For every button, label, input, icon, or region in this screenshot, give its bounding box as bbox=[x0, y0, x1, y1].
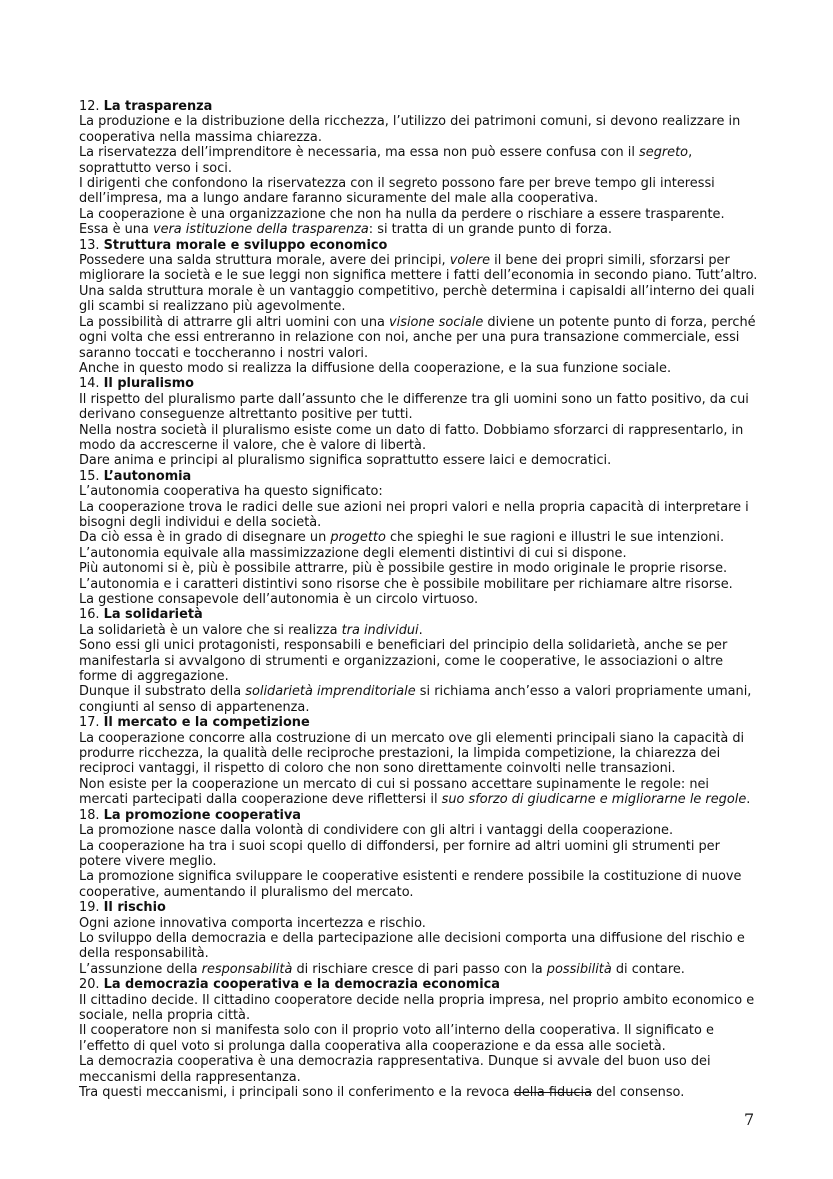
text-run: Dare anima e principi al pluralismo significa soprattutto essere laici e democratici. bbox=[79, 453, 612, 469]
paragraph bbox=[79, 207, 759, 222]
paragraph bbox=[79, 623, 759, 638]
paragraph bbox=[79, 931, 759, 962]
text-run: il bene dei propri simili, sforzarsi per migliorare la società e le sue leggi non significa mettere i fatti dell’economia in secondo piano. Tutt’altro. bbox=[79, 253, 758, 284]
paragraph bbox=[79, 916, 759, 931]
text-run: Lo sviluppo della democrazia e della partecipazione alle decisioni comporta una diffusione del rischio e della responsabilità. bbox=[79, 930, 745, 962]
section-number: 14. bbox=[79, 376, 100, 392]
text-run: Sono essi gli unici protagonisti, responsabili e beneficiari del principio della solidarietà, anche se per manifestarla si avvalgono di strumenti e organizzazioni, come le cooperative, le associazioni o altre forme di aggregazione. bbox=[79, 638, 728, 685]
text-run: di rischiare cresce di pari passo con la bbox=[292, 961, 547, 977]
text-run: : si tratta di un grande punto di forza. bbox=[368, 222, 612, 238]
emphasis-text: tra individui bbox=[341, 622, 419, 638]
text-run: Possedere una salda struttura morale, avere dei principi, bbox=[79, 253, 450, 269]
text-run: . bbox=[746, 792, 751, 808]
paragraph bbox=[79, 823, 759, 838]
text-run: L’autonomia equivale alla massimizzazione degli elementi distintivi di cui si dispone. bbox=[79, 545, 627, 561]
paragraph bbox=[79, 253, 759, 284]
emphasis-text: segreto bbox=[639, 145, 689, 161]
text-run: Tra questi meccanismi, i principali sono il conferimento e la revoca bbox=[79, 1085, 514, 1100]
section-title: La democrazia cooperativa e la democrazia economica bbox=[103, 977, 500, 993]
text-run: La possibilità di attrarre gli altri uomini con una bbox=[79, 314, 390, 330]
text-run: , soprattutto verso i soci. bbox=[79, 145, 693, 176]
text-run: che spieghi le sue ragioni e illustri le sue intenzioni. bbox=[385, 530, 725, 546]
text-run: L’autonomia cooperativa ha questo significato: bbox=[79, 484, 383, 500]
document-body bbox=[79, 99, 759, 1100]
section-number: 12. bbox=[79, 99, 100, 114]
struck-text: della fiducia bbox=[513, 1085, 592, 1100]
paragraph bbox=[79, 114, 759, 145]
section-title: Struttura morale e sviluppo economico bbox=[103, 237, 388, 253]
paragraph bbox=[79, 638, 759, 684]
section-number: 18. bbox=[79, 807, 100, 823]
text-run: La cooperazione trova le radici delle sue azioni nei propri valori e nella propria capacità di interpretare i bisogni degli individui e della società. bbox=[79, 499, 749, 530]
section-heading bbox=[79, 99, 759, 114]
text-run: si richiama anch’esso a valori propriamente umani, congiunti al senso di appartenenza. bbox=[79, 684, 752, 715]
paragraph bbox=[79, 315, 759, 361]
section-number: 17. bbox=[79, 715, 100, 731]
paragraph bbox=[79, 145, 759, 176]
section-number: 20. bbox=[79, 977, 100, 993]
text-run: Dunque il substrato della bbox=[79, 684, 246, 700]
paragraph bbox=[79, 546, 759, 561]
section-number: 19. bbox=[79, 900, 100, 916]
text-run: La promozione significa sviluppare le cooperative esistenti e rendere possibile la costituzione di nuove cooperative, aumentando il pluralismo del mercato. bbox=[79, 869, 742, 900]
text-run: Non esiste per la cooperazione un mercato di cui si possano accettare supinamente le regole: nei mercati partecipati dalla cooperazione deve riflettersi il bbox=[79, 776, 710, 808]
paragraph bbox=[79, 423, 759, 454]
paragraph bbox=[79, 839, 759, 870]
paragraph bbox=[79, 361, 759, 376]
emphasis-text: progetto bbox=[330, 530, 386, 546]
text-run: La gestione consapevole dell’autonomia è un circolo virtuoso. bbox=[79, 592, 479, 607]
text-run: di contare. bbox=[611, 961, 685, 977]
paragraph bbox=[79, 500, 759, 531]
paragraph bbox=[79, 592, 759, 607]
section-heading bbox=[79, 469, 759, 484]
section-title: La solidarietà bbox=[103, 607, 203, 623]
text-run: Più autonomi si è, più è possibile attrarre, più è possibile gestire in modo originale le proprie risorse. bbox=[79, 561, 728, 577]
text-run: del consenso. bbox=[591, 1085, 685, 1100]
text-run: La promozione nasce dalla volontà di condividere con gli altri i vantaggi della cooperazione. bbox=[79, 823, 674, 839]
section-heading bbox=[79, 900, 759, 915]
section-title: Il rischio bbox=[103, 900, 166, 916]
text-run: Il cittadino decide. Il cittadino cooperatore decide nella propria impresa, nel proprio ambito economico e sociale, nella propria città. bbox=[79, 992, 755, 1023]
section-title: La trasparenza bbox=[103, 99, 213, 114]
text-run: La produzione e la distribuzione della ricchezza, l’utilizzo dei patrimoni comuni, si devono realizzare in cooperativa nella massima chiarezza. bbox=[79, 114, 741, 145]
text-run: . bbox=[418, 622, 423, 638]
emphasis-text: solidarietà imprenditoriale bbox=[245, 684, 416, 700]
text-run: La solidarietà è un valore che si realizza bbox=[79, 622, 342, 638]
paragraph bbox=[79, 1054, 759, 1085]
emphasis-text: responsabilità bbox=[201, 961, 293, 977]
section-heading bbox=[79, 977, 759, 992]
text-run: Una salda struttura morale è un vantaggio competitivo, perchè determina i capisaldi all’interno dei quali gli scambi si realizzano più agevolmente. bbox=[79, 283, 755, 315]
paragraph bbox=[79, 484, 759, 499]
text-run: La riservatezza dell’imprenditore è necessaria, ma essa non può essere confusa con il bbox=[79, 145, 640, 161]
text-run: Da ciò essa è in grado di disegnare un bbox=[79, 530, 331, 546]
paragraph bbox=[79, 962, 759, 977]
paragraph bbox=[79, 530, 759, 545]
paragraph bbox=[79, 993, 759, 1024]
paragraph bbox=[79, 284, 759, 315]
paragraph bbox=[79, 777, 759, 808]
section-title: Il mercato e la competizione bbox=[103, 715, 310, 731]
text-run: Anche in questo modo si realizza la diffusione della cooperazione, e la sua funzione sociale. bbox=[79, 360, 672, 376]
text-run: Il cooperatore non si manifesta solo con il proprio voto all’interno della cooperativa. Il significato e l’effetto di quel voto si prolunga dalla cooperativa alla cooperazione e da essa alle società. bbox=[79, 1023, 714, 1054]
section-number: 16. bbox=[79, 607, 100, 623]
text-run: diviene un potente punto di forza, perché ogni volta che essi entreranno in relazione con noi, anche per una pura transazione commerciale, essi saranno toccati e toccheranno i nostri valori. bbox=[79, 314, 756, 361]
paragraph bbox=[79, 577, 759, 592]
paragraph bbox=[79, 561, 759, 576]
section-title: L’autonomia bbox=[103, 468, 192, 484]
emphasis-text: suo sforzo di giudicarne e migliorarne le regole bbox=[441, 792, 747, 808]
emphasis-text: volere bbox=[449, 253, 491, 269]
text-run: La cooperazione ha tra i suoi scopi quello di diffondersi, per fornire ad altri uomini gli strumenti per potere vivere meglio. bbox=[79, 838, 720, 869]
paragraph bbox=[79, 869, 759, 900]
section-heading bbox=[79, 808, 759, 823]
text-run: Essa è una bbox=[79, 222, 153, 238]
section-title: La promozione cooperativa bbox=[103, 807, 302, 823]
paragraph bbox=[79, 684, 759, 715]
paragraph bbox=[79, 731, 759, 777]
text-run: Nella nostra società il pluralismo esiste come un dato di fatto. Dobbiamo sforzarci di rappresentarlo, in modo da accrescerne il valore, che è valore di libertà. bbox=[79, 422, 744, 453]
text-run: I dirigenti che confondono la riservatezza con il segreto possono fare per breve tempo gli interessi dell’impresa, ma a lungo andare faranno sicuramente del male alla cooperativa. bbox=[79, 176, 715, 207]
text-run: Il rispetto del pluralismo parte dall’assunto che le differenze tra gli uomini sono un fatto positivo, da cui derivano conseguenze altrettanto positive per tutti. bbox=[79, 391, 749, 423]
section-heading bbox=[79, 715, 759, 730]
section-heading bbox=[79, 376, 759, 391]
section-number: 13. bbox=[79, 237, 100, 253]
paragraph bbox=[79, 222, 759, 237]
emphasis-text: visione sociale bbox=[389, 314, 484, 330]
emphasis-text: vera istituzione della trasparenza bbox=[152, 222, 369, 238]
text-run: La cooperazione è una organizzazione che non ha nulla da perdere o rischiare a essere trasparente. bbox=[79, 206, 725, 222]
paragraph bbox=[79, 1023, 759, 1054]
section-heading bbox=[79, 238, 759, 253]
text-run: L’assunzione della bbox=[79, 961, 202, 977]
section-title: Il pluralismo bbox=[103, 376, 195, 392]
text-run: L’autonomia e i caratteri distintivi sono risorse che è possibile mobilitare per richiamare altre risorse. bbox=[79, 576, 733, 592]
page-number: 7 bbox=[744, 1110, 755, 1129]
text-run: Ogni azione innovativa comporta incertezza e rischio. bbox=[79, 915, 426, 931]
text-run: La cooperazione concorre alla costruzione di un mercato ove gli elementi principali siano la capacità di produrre ricchezza, la qualità delle reciproche prestazioni, la limpida competizione, la chiarezza dei reciproci vantaggi, il rispetto di coloro che non sono direttamente coinvolti nelle transazioni. bbox=[79, 730, 745, 777]
text-run: La democrazia cooperativa è una democrazia rappresentativa. Dunque si avvale del buon uso dei meccanismi della rappresentanza. bbox=[79, 1054, 711, 1085]
emphasis-text: possibilità bbox=[546, 961, 612, 977]
section-number: 15. bbox=[79, 468, 100, 484]
paragraph bbox=[79, 392, 759, 423]
paragraph bbox=[79, 176, 759, 207]
section-heading bbox=[79, 607, 759, 622]
paragraph bbox=[79, 453, 759, 468]
paragraph bbox=[79, 1085, 759, 1100]
